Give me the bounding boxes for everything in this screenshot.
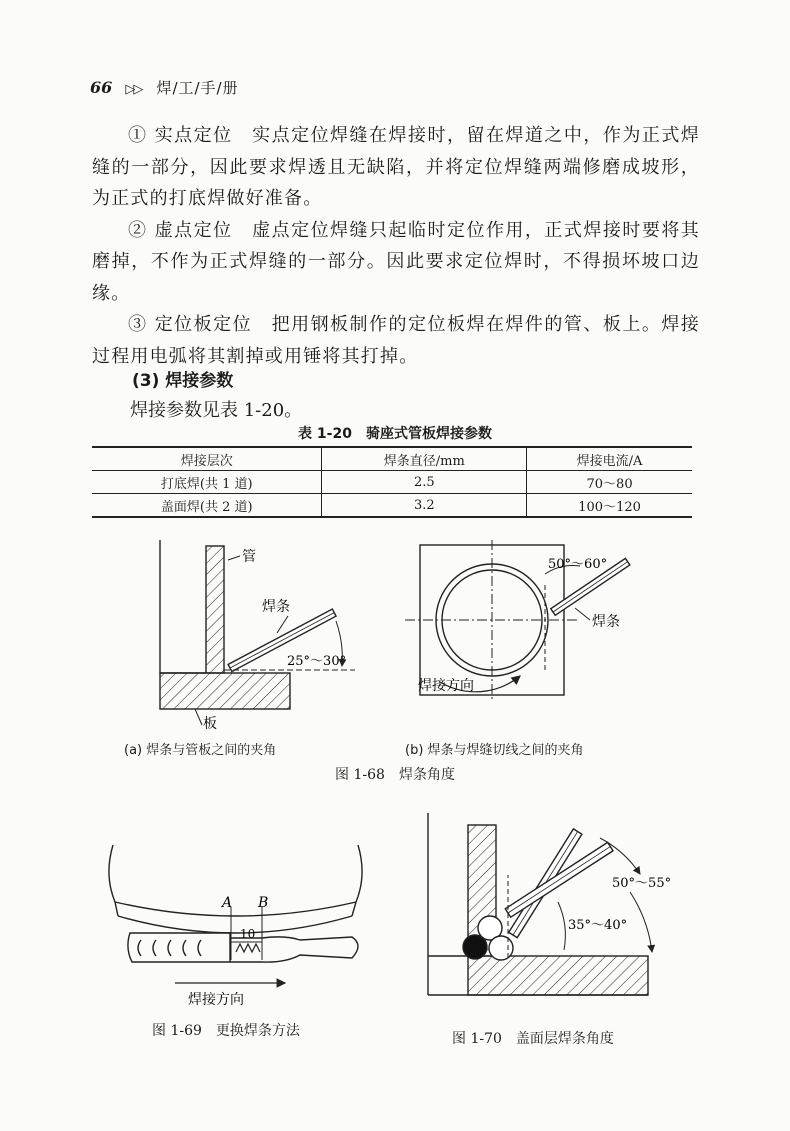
page-number: 66 (90, 78, 113, 97)
table-header: 焊接电流/A (527, 447, 692, 471)
fig68b-direction-label: 焊接方向 (418, 678, 474, 694)
table-cell: 盖面焊(共 2 道) (92, 494, 322, 518)
table-caption: 表 1-20 骑座式管板焊接参数 (298, 426, 492, 442)
table-header: 焊接层次 (92, 447, 322, 471)
fig68b-subcaption: (b) 焊条与焊缝切线之间的夹角 (405, 743, 584, 758)
figure-68a-diagram (160, 540, 355, 725)
fig68b-rod-label: 焊条 (592, 614, 620, 630)
fig69-label-b: B (258, 895, 269, 911)
fig68a-rod-label: 焊条 (262, 599, 290, 615)
paragraph-virtual-tack: ② 虚点定位 虚点定位焊缝只起临时定位作用，正式焊接时要将其磨掉，不作为正式焊缝的一部分。因此要求定位焊时，不得损坏坡口边缘。 (92, 219, 700, 304)
table-cell: 3.2 (322, 494, 527, 518)
fig68a-subcaption: (a) 焊条与管板之间的夹角 (124, 743, 277, 758)
fig68a-pipe-label: 管 (242, 549, 256, 565)
fig68a-angle-label: 25°～30° (287, 654, 347, 669)
section-lead: 焊接参数见表 1-20。 (130, 400, 303, 421)
header-arrow-icon: ▷▷ (125, 82, 142, 97)
paragraph-plate-tack: ③ 定位板定位 把用钢板制作的定位板焊在焊件的管、板上。焊接过程用电弧将其割掉或用锤将其打掉。 (92, 314, 700, 367)
fig69-direction-label: 焊接方向 (188, 992, 244, 1008)
table-header: 焊条直径/mm (322, 447, 527, 471)
table-cell: 打底焊(共 1 道) (160, 476, 253, 492)
section-heading: (3) 焊接参数 (132, 371, 234, 391)
paragraph-solid-tack: ① 实点定位 实点定位焊缝在焊接时，留在焊道之中，作为正式焊缝的一部分，因此要求焊透且无缺陷，并将定位焊缝两端修磨成坡形，为正式的打底焊做好准备。 (92, 125, 700, 209)
fig68-caption: 图 1-68 焊条角度 (335, 767, 455, 783)
book-title: 焊/工/手/册 (156, 79, 239, 97)
table-cell: 2.5 (322, 471, 527, 494)
fig69-label-a: A (222, 895, 233, 911)
fig70-caption: 图 1-70 盖面层焊条角度 (452, 1031, 614, 1047)
figure-69-diagram (109, 845, 362, 983)
table-cell: 70～80 (527, 471, 692, 494)
figure-70-diagram (428, 813, 652, 995)
fig68b-angle-label: 50°～60° (548, 557, 608, 572)
fig69-dimension-label: 10 (240, 927, 256, 941)
table-cell: 100～120 (527, 494, 692, 518)
fig70-outer-angle-label: 50°～55° (612, 876, 672, 891)
fig70-inner-angle-label: 35°～40° (568, 918, 628, 933)
fig68a-plate-label: 板 (203, 716, 217, 732)
fig69-caption: 图 1-69 更换焊条方法 (152, 1023, 300, 1039)
